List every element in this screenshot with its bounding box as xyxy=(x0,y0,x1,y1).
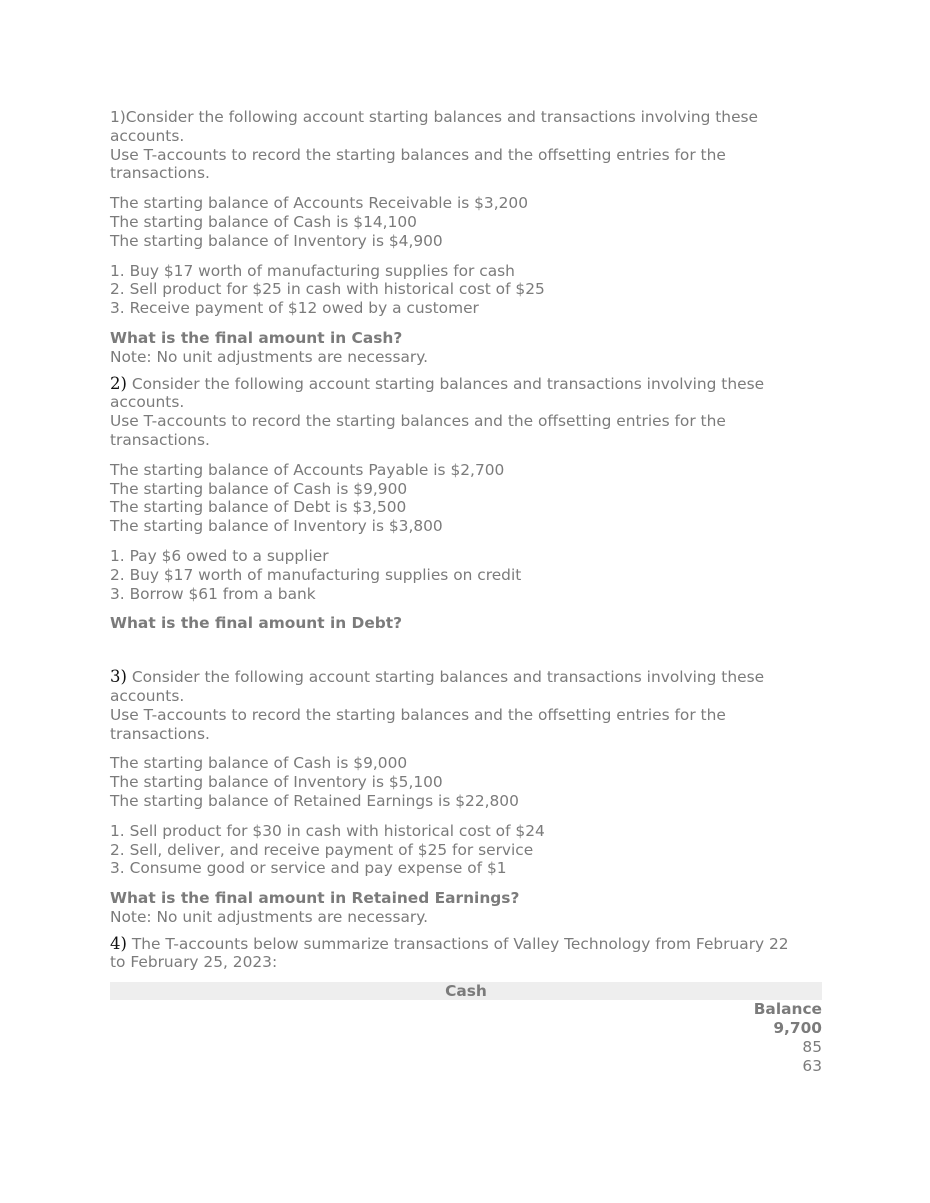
q2-instruction-line-2: transactions. xyxy=(110,430,210,449)
q1-balance: The starting balance of Inventory is $4,900 xyxy=(110,231,443,250)
q3-balance: The starting balance of Cash is $9,000 xyxy=(110,754,408,773)
q2-balance: The starting balance of Inventory is $3,800 xyxy=(110,517,443,536)
q3-intro-text: Consider the following account starting balances and transactions involving these xyxy=(126,668,765,687)
q1-transaction: 3. Receive payment of $12 owed by a customer xyxy=(110,299,479,318)
q4-intro-line-2: to February 25, 2023: xyxy=(110,953,278,972)
q4-number: 4) xyxy=(110,933,127,953)
q3-instruction-line-2: transactions. xyxy=(110,724,210,743)
t-account-balance-label: Balance xyxy=(753,1000,822,1019)
q3-transaction: 3. Consume good or service and pay expense of $1 xyxy=(110,859,507,878)
q3-number: 3) xyxy=(110,667,127,687)
q1-intro-line-2: accounts. xyxy=(110,126,185,145)
q2-transaction: 3. Borrow $61 from a bank xyxy=(110,584,316,603)
q4-intro-line-1 xyxy=(110,935,822,954)
t-account-entry: 63 xyxy=(802,1056,822,1075)
q3-intro-line-2: accounts. xyxy=(110,686,185,705)
q1-instruction-line-1: Use T-accounts to record the starting balances and the offsetting entries for the xyxy=(110,145,726,164)
q1-balance: The starting balance of Cash is $14,100 xyxy=(110,212,417,231)
q2-transaction: 2. Buy $17 worth of manufacturing supplies on credit xyxy=(110,565,522,584)
q2-number: 2) xyxy=(110,373,127,393)
cash-t-account xyxy=(110,982,822,1075)
question-4 xyxy=(110,935,822,1076)
t-account-title: Cash xyxy=(110,982,822,1000)
q3-transaction: 2. Sell, deliver, and receive payment of $25 for service xyxy=(110,840,534,859)
q2-balance: The starting balance of Accounts Payable is $2,700 xyxy=(110,460,505,479)
q2-intro-line-2: accounts. xyxy=(110,393,185,412)
q2-intro-line-1 xyxy=(110,375,822,394)
t-account-balance-value: 9,700 xyxy=(773,1019,822,1038)
q1-transaction: 2. Sell product for $25 in cash with historical cost of $25 xyxy=(110,280,545,299)
q1-instruction-line-2: transactions. xyxy=(110,164,210,183)
q3-intro-line-1 xyxy=(110,668,822,687)
q2-question: What is the final amount in Debt? xyxy=(110,614,403,633)
q2-balance: The starting balance of Debt is $3,500 xyxy=(110,498,407,517)
t-account-entry: 85 xyxy=(802,1037,822,1056)
q1-number: 1) xyxy=(110,108,126,126)
q3-question: What is the final amount in Retained Earnings? xyxy=(110,889,520,908)
q2-instruction-line-1: Use T-accounts to record the starting balances and the offsetting entries for the xyxy=(110,412,726,431)
question-3 xyxy=(110,668,822,927)
q3-balance: The starting balance of Inventory is $5,100 xyxy=(110,773,443,792)
q1-question: What is the final amount in Cash? xyxy=(110,328,403,347)
q3-transaction: 1. Sell product for $30 in cash with historical cost of $24 xyxy=(110,821,545,840)
q1-balance: The starting balance of Accounts Receivable is $3,200 xyxy=(110,194,528,213)
q4-intro-text: The T-accounts below summarize transactions of Valley Technology from February 22 xyxy=(126,934,789,953)
q2-transaction: 1. Pay $6 owed to a supplier xyxy=(110,546,329,565)
q3-instruction-line-1: Use T-accounts to record the starting balances and the offsetting entries for the xyxy=(110,705,726,724)
q3-note: Note: No unit adjustments are necessary. xyxy=(110,907,429,926)
q2-intro-text: Consider the following account starting balances and transactions involving these xyxy=(126,374,765,393)
document-page xyxy=(110,108,822,1075)
q2-balance: The starting balance of Cash is $9,900 xyxy=(110,479,408,498)
q1-note: Note: No unit adjustments are necessary. xyxy=(110,347,429,366)
q1-intro-line-1 xyxy=(110,108,822,127)
question-2 xyxy=(110,375,822,634)
q1-intro-text: Consider the following account starting balances and transactions involving these xyxy=(125,108,759,126)
q1-transaction: 1. Buy $17 worth of manufacturing supplies for cash xyxy=(110,261,515,280)
question-1 xyxy=(110,108,822,367)
q3-balance: The starting balance of Retained Earnings is $22,800 xyxy=(110,791,519,810)
